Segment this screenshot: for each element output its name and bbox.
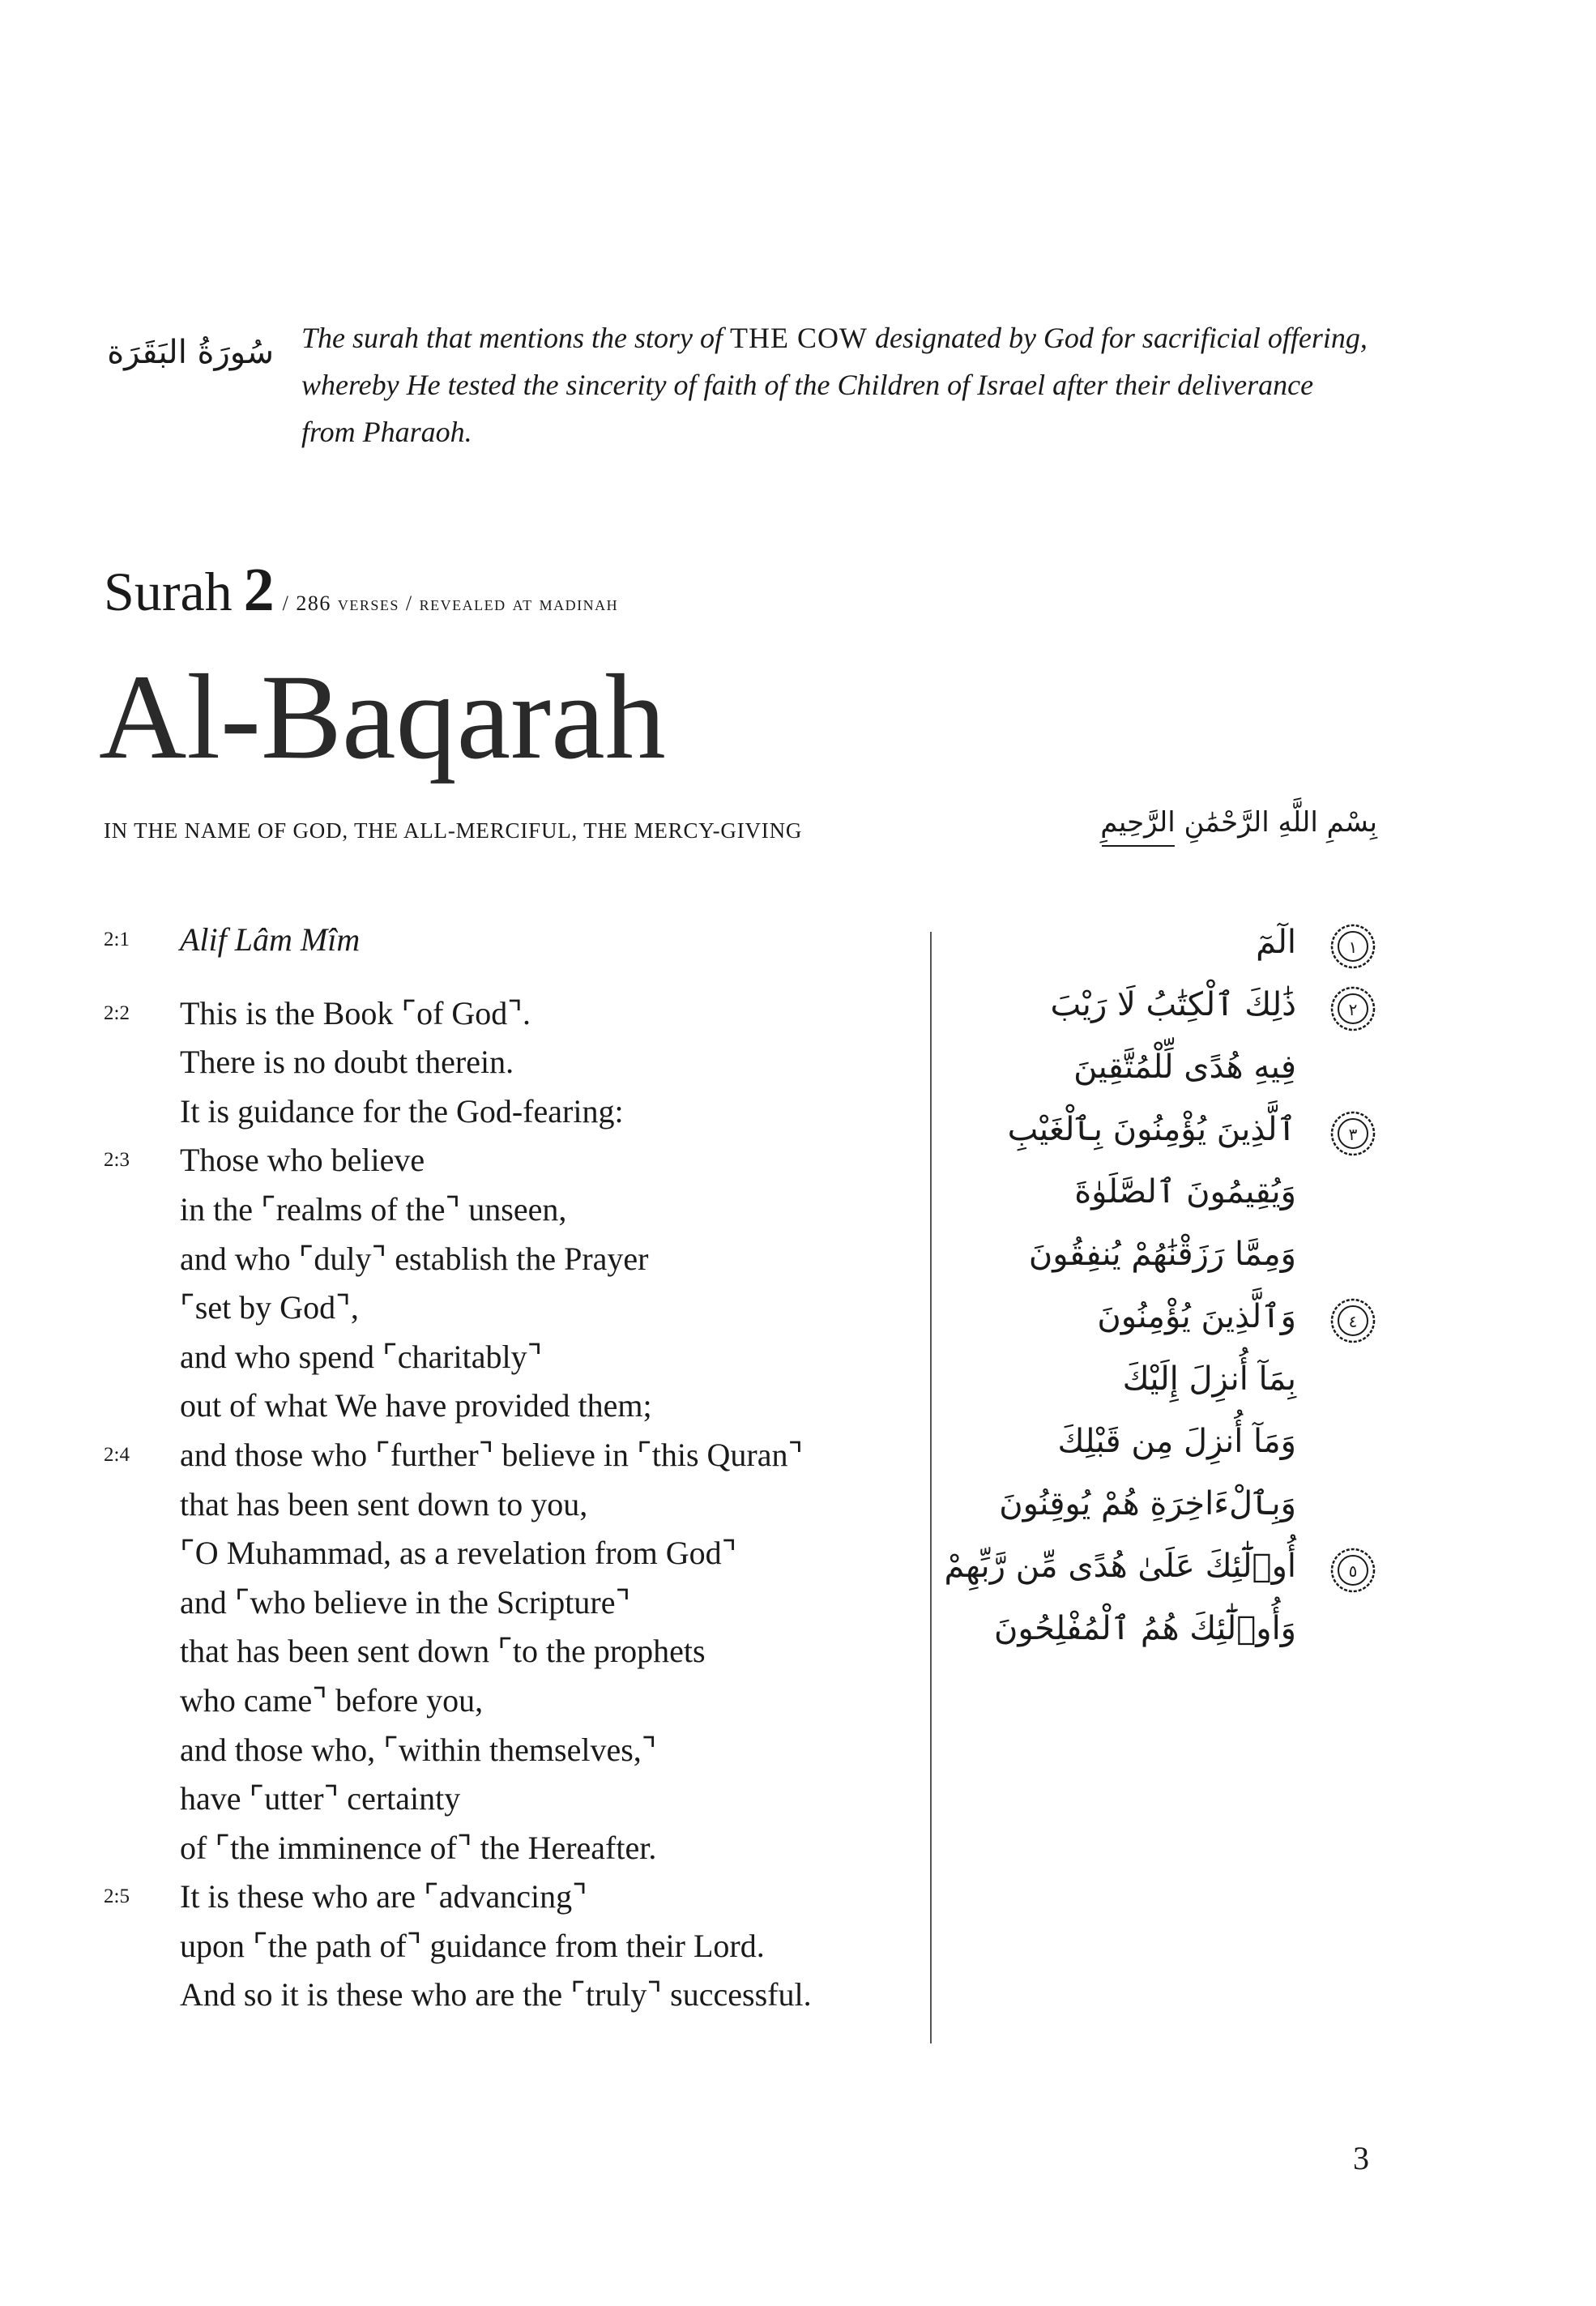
surah-name-arabic: سُورَةُ البَقَرَة xyxy=(107,334,274,371)
basmala-rule xyxy=(1102,845,1175,847)
verse-line xyxy=(104,916,914,965)
verse-text: who came⌝ before you, xyxy=(180,1681,484,1719)
verse-end-number: ٣ xyxy=(1348,1125,1358,1144)
arabic-verse-text: وَٱلَّذِينَ يُؤْمِنُونَ xyxy=(1097,1298,1296,1335)
arabic-line xyxy=(956,1103,1377,1165)
arabic-line xyxy=(956,1477,1377,1539)
arabic-line xyxy=(956,1040,1377,1103)
verse-text: in the ⌜realms of the⌝ unseen, xyxy=(180,1190,567,1228)
verse-line xyxy=(104,1578,914,1628)
verse-number: 2:5 xyxy=(104,1885,130,1908)
surah-heading xyxy=(104,555,618,626)
intro-caps: THE COW xyxy=(730,322,868,354)
verse-text: It is guidance for the God-fearing: xyxy=(180,1092,624,1130)
verse-text: And so it is these who are the ⌜truly⌝ successful. xyxy=(180,1976,812,2013)
arabic-verse-text: وَبِٱلْءَاخِرَةِ هُمْ يُوقِنُونَ xyxy=(999,1485,1296,1522)
verse-line xyxy=(104,1627,914,1676)
arabic-verse-text: وَيُقِيمُونَ ٱلصَّلَوٰةَ xyxy=(1074,1173,1296,1211)
verse-text: ⌜set by God⌝, xyxy=(180,1289,359,1326)
verse-line xyxy=(104,1873,914,1922)
verse-text: and those who ⌜further⌝ believe in ⌜this Quran⌝ xyxy=(180,1436,804,1473)
surah-intro xyxy=(301,314,1371,455)
verse-line xyxy=(104,1333,914,1382)
verse-line xyxy=(104,1431,914,1480)
verse-line xyxy=(104,1676,914,1726)
surah-meta: / 286 verses / revealed at madinah xyxy=(282,591,619,615)
arabic-line xyxy=(956,1165,1377,1228)
arabic-verse-text: أُو۟لَٰٓئِكَ عَلَىٰ هُدًى مِّن رَّبِّهِمْ xyxy=(944,1548,1296,1585)
verse-text: This is the Book ⌜of God⌝. xyxy=(180,994,531,1031)
verse-line xyxy=(104,1136,914,1185)
arabic-line xyxy=(956,1290,1377,1352)
verse-translation-column xyxy=(104,916,914,2020)
surah-word: Surah xyxy=(104,561,233,622)
arabic-line xyxy=(956,1228,1377,1290)
verse-text: Alif Lâm Mîm xyxy=(180,921,361,958)
verse-number: 2:4 xyxy=(104,1443,130,1466)
verse-end-marker-icon xyxy=(1329,1546,1377,1595)
verse-text: There is no doubt therein. xyxy=(180,1044,514,1081)
verse-line xyxy=(104,1529,914,1578)
verse-text: that has been sent down ⌜to the prophets xyxy=(180,1633,706,1670)
verse-text: of ⌜the imminence of⌝ the Hereafter. xyxy=(180,1829,657,1866)
verse-end-number: ٤ xyxy=(1348,1312,1358,1331)
verse-line xyxy=(104,1038,914,1087)
basmala-arabic-text: بِسْمِ اللَّهِ الرَّحْمَٰنِ الرَّحِيمِ xyxy=(1100,806,1377,839)
verse-number: 2:1 xyxy=(104,929,130,950)
verse-line xyxy=(104,1774,914,1824)
arabic-line xyxy=(956,1352,1377,1415)
verse-line xyxy=(104,1235,914,1284)
verse-text: upon ⌜the path of⌝ guidance from their Lord. xyxy=(180,1927,765,1964)
arabic-verse-text: وَمِمَّا رَزَقْنَٰهُمْ يُنفِقُونَ xyxy=(1028,1236,1296,1273)
verse-text: It is these who are ⌜advancing⌝ xyxy=(180,1878,587,1915)
basmala-translation: IN THE NAME OF GOD, THE ALL-MERCIFUL, THE MERCY-GIVING xyxy=(104,818,803,843)
surah-title: Al-Baqarah xyxy=(99,650,666,784)
verse-end-number: ٢ xyxy=(1348,1000,1358,1019)
arabic-verse-text: ذَٰلِكَ ٱلْكِتَٰبُ لَا رَيْبَ xyxy=(1050,986,1296,1023)
arabic-line xyxy=(944,1539,1377,1602)
verse-line xyxy=(104,989,914,1039)
verse-line xyxy=(104,1922,914,1971)
verse-line xyxy=(104,1971,914,2020)
surah-number: 2 xyxy=(243,556,275,624)
verse-number: 2:3 xyxy=(104,1149,130,1172)
verse-text: and those who, ⌜within themselves,⌝ xyxy=(180,1731,657,1768)
verse-text: and who spend ⌜charitably⌝ xyxy=(180,1338,543,1375)
verse-line xyxy=(104,1185,914,1235)
arabic-verse-text: وَأُو۟لَٰٓئِكَ هُمُ ٱلْمُفْلِحُونَ xyxy=(994,1610,1296,1647)
verse-end-marker-icon xyxy=(1329,984,1377,1033)
verse-end-marker-icon xyxy=(1329,1109,1377,1158)
verse-line xyxy=(104,1726,914,1775)
basmala-arabic xyxy=(972,806,1377,879)
verse-end-marker-icon xyxy=(1329,1296,1377,1345)
verse-line xyxy=(104,1381,914,1431)
arabic-line xyxy=(956,1415,1377,1477)
arabic-verse-text: فِيهِ هُدًى لِّلْمُتَّقِينَ xyxy=(1073,1048,1296,1086)
verse-text: and who ⌜duly⌝ establish the Prayer xyxy=(180,1240,649,1277)
verse-line xyxy=(104,1824,914,1873)
verse-end-number: ٥ xyxy=(1348,1561,1358,1581)
column-divider xyxy=(930,932,932,2043)
verse-text: Those who believe xyxy=(180,1142,425,1179)
verse-line xyxy=(104,1087,914,1137)
verse-line xyxy=(104,965,914,989)
arabic-verse-text: الٓمٓ xyxy=(1256,924,1296,961)
arabic-verse-column xyxy=(944,916,1377,1664)
arabic-line xyxy=(956,916,1377,978)
verse-text: have ⌜utter⌝ certainty xyxy=(180,1780,461,1817)
verse-number: 2:2 xyxy=(104,1001,130,1024)
verse-end-marker-icon xyxy=(1329,922,1377,971)
arabic-verse-text: بِمَآ أُنزِلَ إِلَيْكَ xyxy=(1122,1360,1296,1398)
intro-text-1: The surah that mentions the story of xyxy=(301,322,730,354)
verse-text: ⌜O Muhammad, as a revelation from God⌝ xyxy=(180,1535,737,1572)
arabic-verse-text: وَمَآ أُنزِلَ مِن قَبْلِكَ xyxy=(1057,1423,1296,1460)
surah-name-calligraphy xyxy=(104,314,282,387)
intro-text-2: designated by God for sacrificial offering, whereby He tested the sincerity of faith of the Children of Israel after their deliverance from Pharaoh. xyxy=(301,322,1368,448)
verse-line xyxy=(104,1283,914,1333)
arabic-line xyxy=(956,1602,1377,1664)
verse-end-number: ١ xyxy=(1348,937,1358,957)
verse-line xyxy=(104,1480,914,1530)
arabic-line xyxy=(956,978,1377,1040)
verse-text: out of what We have provided them; xyxy=(180,1387,652,1424)
arabic-verse-text: ٱلَّذِينَ يُؤْمِنُونَ بِٱلْغَيْبِ xyxy=(1007,1111,1296,1148)
verse-text: and ⌜who believe in the Scripture⌝ xyxy=(180,1583,631,1621)
verse-text: that has been sent down to you, xyxy=(180,1485,588,1522)
page-number: 3 xyxy=(1353,2140,1369,2176)
